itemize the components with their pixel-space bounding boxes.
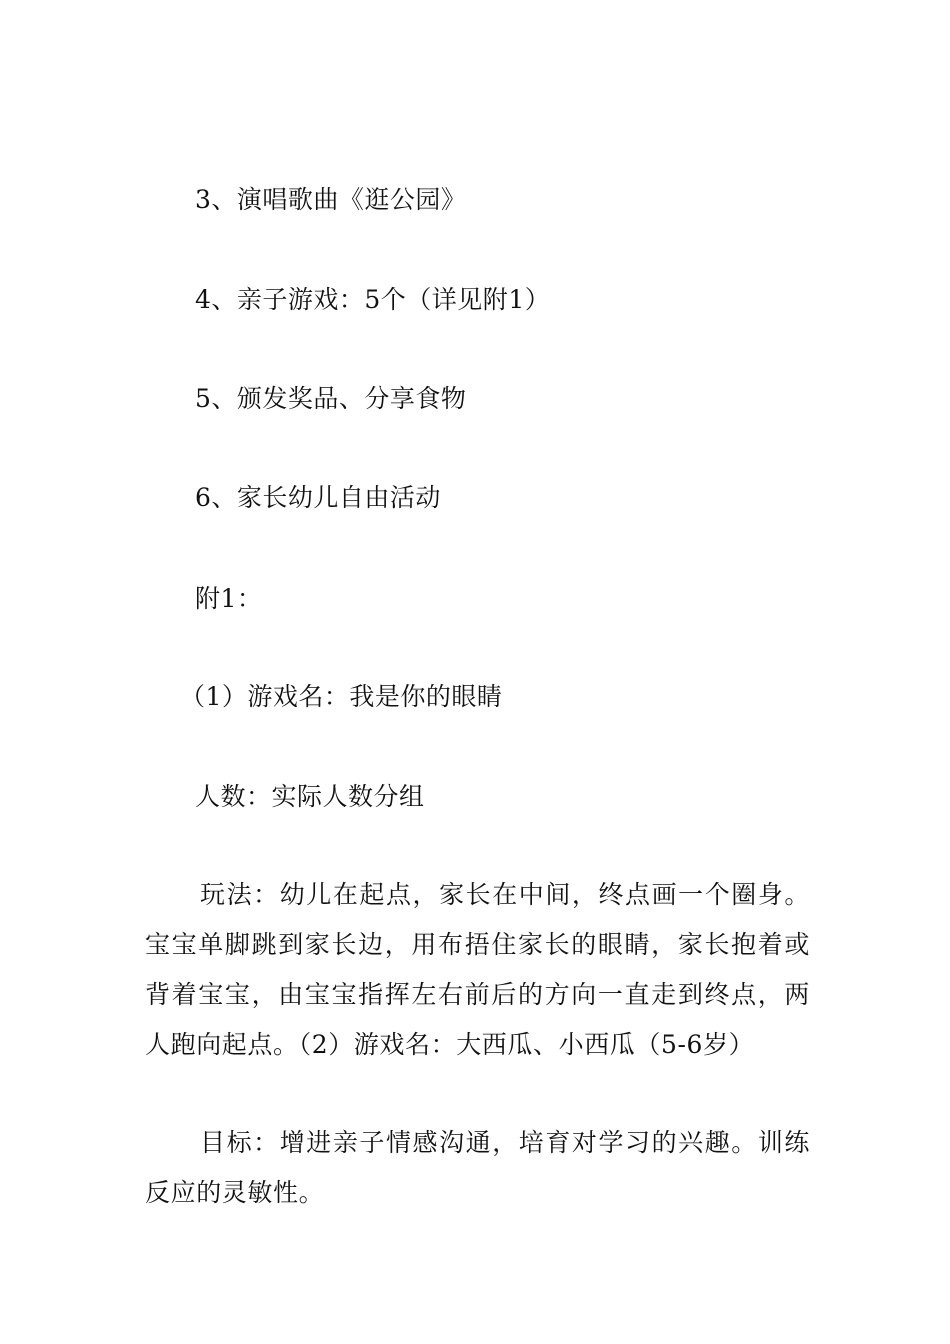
item-4-parent-child-games: 4、亲子游戏：5个（详见附1）	[195, 285, 551, 314]
item-3-sing-song: 3、演唱歌曲《逛公园》	[195, 185, 467, 214]
gameplay-paragraph: 玩法：幼儿在起点，家长在中间，终点画一个圈身。宝宝单脚跳到家长边，用布捂住家长的眼睛，家长抱着或背着宝宝，由宝宝指挥左右前后的方向一直走到终点，两人跑向起点。（2）游戏名：大西瓜、小西瓜（5-6岁）	[145, 880, 810, 1059]
item-6-free-activity: 6、家长幼儿自由活动	[195, 483, 441, 512]
appendix-1-heading: 附1：	[195, 584, 263, 613]
goal-paragraph: 目标：增进亲子情感沟通，培育对学习的兴趣。训练反应的灵敏性。	[145, 1128, 810, 1207]
item-5-award-prizes: 5、颁发奖品、分享食物	[195, 384, 467, 413]
participants-line: 人数：实际人数分组	[195, 782, 425, 811]
game-1-name: （1）游戏名：我是你的眼睛	[180, 682, 503, 711]
